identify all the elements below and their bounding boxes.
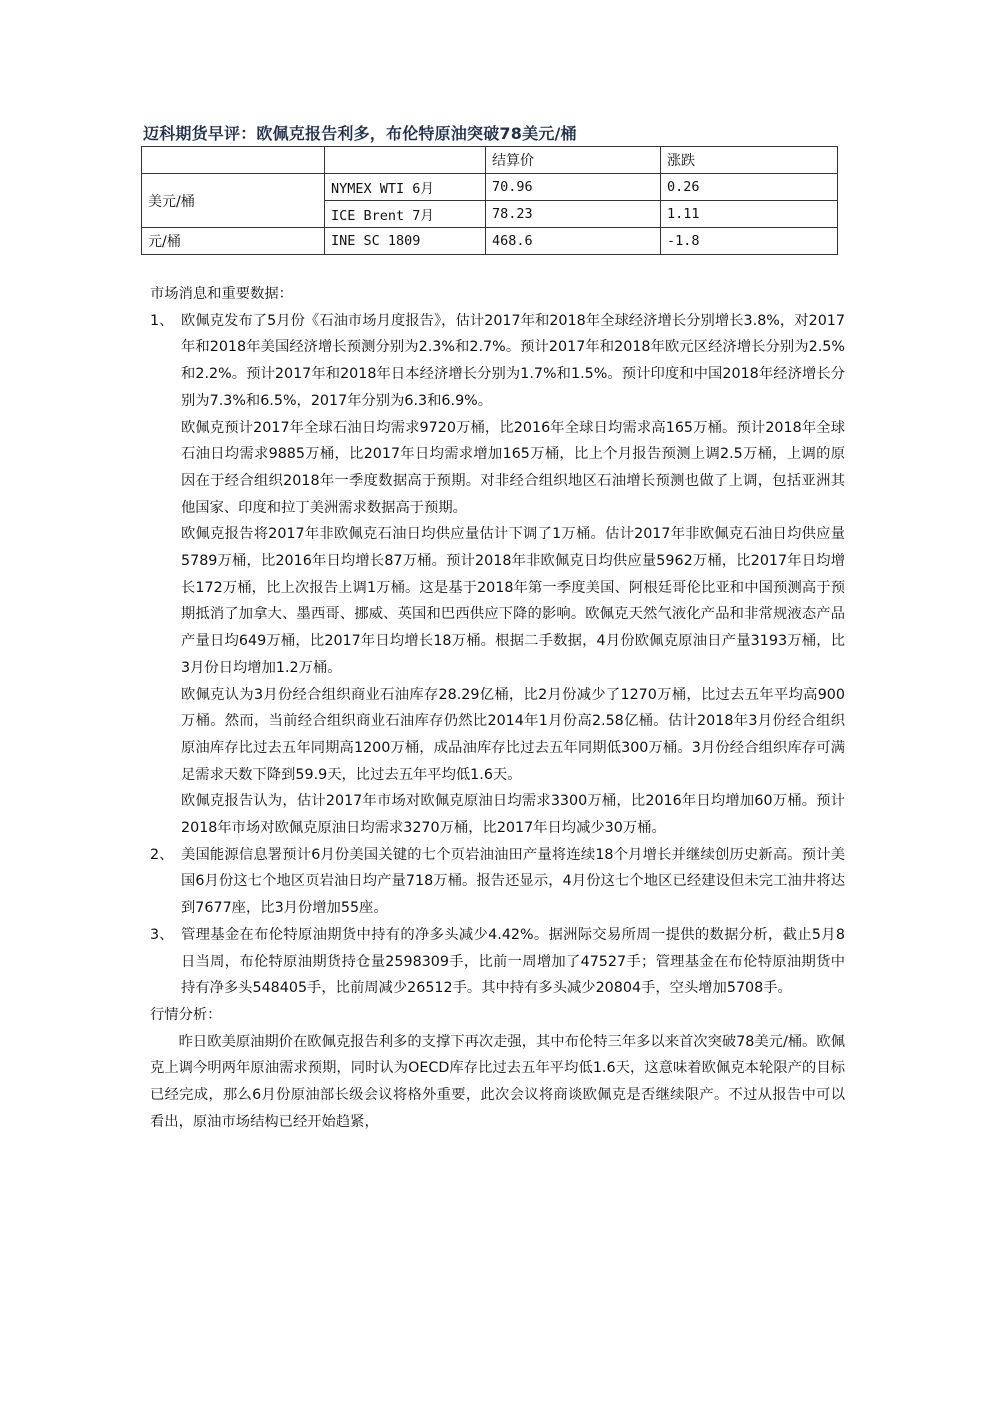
- paragraph: 欧佩克认为3月份经合组织商业石油库存28.29亿桶，比2月份减少了1270万桶，比过去五年平均高900万桶。然而，当前经合组织商业石油库存仍然比2014年1月份高2.58亿桶。估计2018年3月份经合组织原油库存比过去五年同期高1200万桶，成品油库存比过去五年同期低300万桶。3月份经合组织库存可满足需求天数下降到59.9天，比过去五年平均低1.6天。: [181, 686, 845, 783]
- list-item: [150, 308, 845, 842]
- list-item: [150, 922, 845, 1002]
- table-header-cell: [325, 147, 486, 174]
- table-header-price: 结算价: [486, 147, 661, 174]
- contract-cell: NYMEX WTI 6月: [325, 174, 486, 201]
- change-cell: 1.11: [661, 201, 838, 228]
- change-cell: 0.26: [661, 174, 838, 201]
- item-number: 1、: [150, 312, 174, 329]
- paragraph: 欧佩克报告认为，估计2017年市场对欧佩克原油日均需求3300万桶，比2016年日均增加60万桶。预计2018年市场对欧佩克原油日均需求3270万桶，比2017年日均减少30万桶。: [181, 793, 845, 837]
- table-row: [142, 174, 838, 201]
- report-body: [150, 281, 845, 1136]
- news-list: [150, 308, 845, 1002]
- price-table: [141, 146, 838, 255]
- paragraph: 欧佩克发布了5月份《石油市场月度报告》，估计2017年和2018年全球经济增长分别增长3.8%，对2017年和2018年美国经济增长预测分别为2.3%和2.7%。预计2017年和2018年欧元区经济增长分别为2.5%和2.2%。预计2017年和2018年日本经济增长分别为1.7%和1.5%。预计印度和中国2018年经济增长分别为7.3%和6.5%，2017年分别为6.3和6.9%。: [181, 312, 845, 409]
- report-title: 迈科期货早评：欧佩克报告利多，布伦特原油突破78美元/桶: [143, 124, 577, 143]
- unit-cell: 美元/桶: [142, 174, 325, 228]
- paragraph: 美国能源信息署预计6月份美国关键的七个页岩油油田产量将连续18个月增长并继续创历史新高。预计美国6月份这七个地区页岩油日均产量718万桶。报告还显示，4月份这七个地区已经建设但未完工油井将达到7677座，比3月份增加55座。: [181, 846, 845, 917]
- section-heading: 市场消息和重要数据：: [150, 286, 293, 302]
- table-header-cell: [142, 147, 325, 174]
- table-header-row: [142, 147, 838, 174]
- item-number: 2、: [150, 846, 174, 863]
- paragraph: 管理基金在布伦特原油期货中持有的净多头减少4.42%。据洲际交易所周一提供的数据分析，截止5月8日当周，布伦特原油期货持仓量2598309手，比前一周增加了47527手；管理基金在布伦特原油期货中持有净多头548405手，比前周减少26512手。其中持有多头减少20804手，空头增加5708手。: [181, 926, 845, 997]
- price-cell: 70.96: [486, 174, 661, 201]
- list-item: [150, 842, 845, 922]
- contract-cell: INE SC 1809: [325, 228, 486, 255]
- analysis-heading: 行情分析：: [150, 1006, 222, 1023]
- table-header-change: 涨跌: [661, 147, 838, 174]
- contract-cell: ICE Brent 7月: [325, 201, 486, 228]
- table-row: [142, 228, 838, 255]
- analysis-paragraph: 昨日欧美原油期价在欧佩克报告利多的支撑下再次走强，其中布伦特三年多以来首次突破78美元/桶。欧佩克上调今明两年原油需求预期，同时认为OECD库存比过去五年平均低1.6天，这意味着欧佩克本轮限产的目标已经完成，那么6月份原油部长级会议将格外重要，此次会议将商谈欧佩克是否继续限产。不过从报告中可以看出，原油市场结构已经开始趋紧，: [150, 1033, 845, 1130]
- price-cell: 78.23: [486, 201, 661, 228]
- paragraph: 欧佩克预计2017年全球石油日均需求9720万桶，比2016年全球日均需求高165万桶。预计2018年全球石油日均需求9885万桶，比2017年日均需求增加165万桶，比上个月报告预测上调2.5万桶，上调的原因在于经合组织2018年一季度数据高于预期。对非经合组织地区石油增长预测也做了上调，包括亚洲其他国家、印度和拉丁美洲需求数据高于预期。: [181, 419, 845, 516]
- price-cell: 468.6: [486, 228, 661, 255]
- paragraph: 欧佩克报告将2017年非欧佩克石油日均供应量估计下调了1万桶。估计2017年非欧佩克石油日均供应量5789万桶，比2016年日均增长87万桶。预计2018年非欧佩克日均供应量5962万桶，比2017年日均增长172万桶，比上次报告上调1万桶。这是基于2018年第一季度美国、阿根廷哥伦比亚和中国预测高于预期抵消了加拿大、墨西哥、挪威、英国和巴西供应下降的影响。欧佩克天然气液化产品和非常规液态产品产量日均649万桶，比2017年日均增长18万桶。根据二手数据，4月份欧佩克原油日产量3193万桶，比3月份日均增加1.2万桶。: [181, 526, 845, 676]
- item-number: 3、: [150, 926, 174, 943]
- unit-cell: 元/桶: [142, 228, 325, 255]
- change-cell: -1.8: [661, 228, 838, 255]
